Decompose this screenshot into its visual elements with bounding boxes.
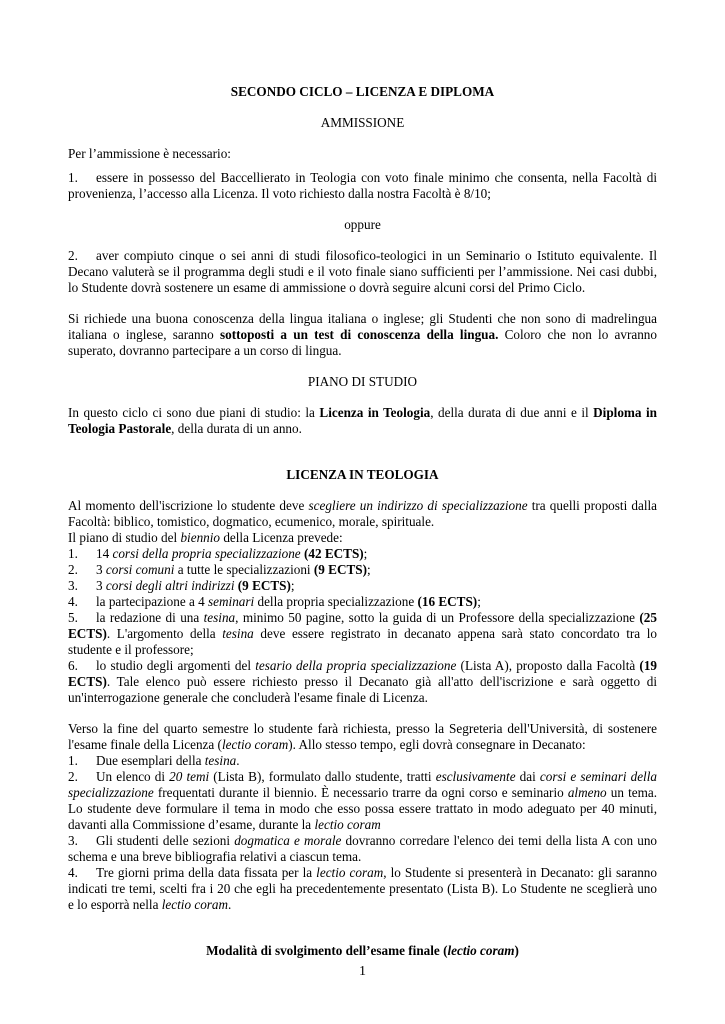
ammissione-item-2 — [68, 248, 657, 296]
licenza-item-2 — [68, 562, 657, 578]
page-number: 1 — [359, 964, 366, 979]
text-run: Modalità di svolgimento dell’esame finale ( — [206, 943, 448, 958]
text-run: . — [228, 897, 232, 912]
text-run: Al momento dell'iscrizione lo studente deve — [68, 498, 309, 513]
text-run: 3 — [96, 578, 106, 593]
italic-run: seminari — [208, 594, 255, 609]
italic-run: lectio coram — [161, 897, 229, 912]
ammissione-intro: Per l’ammissione è necessario: — [68, 146, 231, 161]
piano-paragraph — [68, 405, 657, 437]
text-run: ). Allo stesso tempo, egli dovrà consegnare in Decanato: — [288, 737, 586, 752]
text-run: (Lista A), proposto dalla Facoltà — [456, 658, 640, 673]
text-run: , della durata di un anno. — [171, 421, 302, 436]
licenza-title: LICENZA IN TEOLOGIA — [286, 467, 439, 482]
item-number: 2. — [68, 769, 78, 784]
text-run: 14 — [96, 546, 113, 561]
text-run: Gli studenti delle sezioni — [96, 833, 235, 848]
text-run: . Tale elenco può essere richiesto presso il Decanato già all'atto dell'iscrizione e sarà oggetto di un'interrogazione generale che concluderà l'esame finale di Licenza. — [68, 674, 657, 705]
item-number: 3. — [68, 578, 78, 593]
verso-item-1 — [68, 753, 657, 769]
item-number: 1. — [68, 546, 78, 561]
bold-run: Licenza in Teologia — [319, 405, 431, 420]
item-number: 4. — [68, 594, 78, 609]
italic-run: 20 temi — [169, 769, 210, 784]
italic-run: biennio — [180, 530, 221, 545]
text-run: deve essere registrato in decanato appena sarà stato concordato tra lo studente e il professore; — [68, 626, 657, 657]
text-run: Il piano di studio del — [68, 530, 181, 545]
text-run: la redazione di una — [96, 610, 204, 625]
text-run: ; — [367, 562, 371, 577]
italic-run: corsi e seminari della specializzazione — [68, 769, 657, 800]
item-number: 1. — [68, 753, 78, 768]
item-number: 3. — [68, 833, 78, 848]
italic-run: lectio coram — [221, 737, 289, 752]
italic-run: tesina — [204, 753, 237, 768]
item-number: 6. — [68, 658, 78, 673]
item-number: 2. — [68, 248, 78, 263]
item-number: 5. — [68, 610, 78, 625]
licenza-item-4 — [68, 594, 657, 610]
italic-run: lectio coram — [316, 865, 384, 880]
text-run: tra quelli proposti dalla Facoltà: biblico, tomistico, dogmatico, ecumenico, morale, spirituale. — [68, 498, 658, 529]
verso-item-3 — [68, 833, 657, 865]
item-number: 2. — [68, 562, 78, 577]
bold-run: (9 ECTS) — [237, 578, 291, 593]
text-run: ; — [363, 546, 368, 561]
text-run: . L'argomento della — [106, 626, 223, 641]
licenza-item-5 — [68, 610, 657, 658]
verso-item-4 — [68, 865, 657, 913]
bold-run: (19 ECTS) — [68, 658, 658, 689]
text-run: la partecipazione a 4 — [96, 594, 209, 609]
italic-run: tesario della propria specializzazione — [255, 658, 457, 673]
text-run: (Lista B), formulato dallo studente, tratti — [209, 769, 436, 784]
italic-run: scegliere un indirizzo di specializzazione — [308, 498, 528, 513]
licenza-piano — [68, 530, 657, 546]
text-run: Un elenco di — [96, 769, 170, 784]
ammissione-item-1 — [68, 170, 657, 202]
text-run: a tutte le specializzazioni — [174, 562, 314, 577]
bold-run: (42 ECTS) — [303, 546, 364, 561]
item-text: aver compiuto cinque o sei anni di studi filosofico-teologici in un Seminario o Istituto equivalente. Il Decano valuterà se il programma degli studi e il voto finale siano sufficienti per l’ammissione. Nei casi dubbi, lo Studente dovrà sostenere un esame di ammissione o dovrà seguire alcuni corsi del Primo Ciclo. — [68, 248, 657, 295]
text-run: 3 — [96, 562, 106, 577]
piano-title: PIANO DI STUDIO — [307, 374, 418, 389]
text-run: In questo ciclo ci sono due piani di studio: la — [68, 405, 320, 420]
bold-run: Diploma in Teologia Pastorale — [68, 405, 657, 436]
bold-run: (16 ECTS) — [417, 594, 478, 609]
text-run: della propria specializzazione — [254, 594, 418, 609]
oppure-label: oppure — [344, 217, 381, 232]
ammissione-title: AMMISSIONE — [320, 115, 405, 130]
italic-run: almeno — [567, 785, 607, 800]
bold-run: (9 ECTS) — [313, 562, 368, 577]
item-number: 1. — [68, 170, 78, 185]
italic-run: corsi della propria specializzazione — [112, 546, 301, 561]
text-run: della Licenza prevede: — [220, 530, 343, 545]
text-run: Si richiede una buona conoscenza della lingua italiana o inglese; gli Studenti che non sono di madrelingua italiana o inglese, saranno — [68, 311, 657, 342]
text-run: ) — [514, 943, 519, 958]
text-run: frequentati durante il biennio. È necessario trarre da ogni corso e seminario — [153, 785, 568, 800]
modalita-title — [68, 943, 657, 959]
italic-run: dogmatica e morale — [234, 833, 342, 848]
licenza-item-1 — [68, 546, 657, 562]
italic-run: lectio coram — [447, 943, 515, 958]
text-run: Due esemplari della — [96, 753, 205, 768]
text-run: , della durata di due anni e il — [430, 405, 594, 420]
section-heading: SECONDO CICLO – LICENZA E DIPLOMA — [230, 84, 495, 99]
text-run: , lo Studente si presenterà in Decanato: gli saranno indicati tre temi, scelti fra i 20 che egli ha precedentemente presentato (Lista B). Lo Studente ne sceglierà uno e lo esporrà nella — [68, 865, 657, 912]
text-run: Coloro che non lo avranno superato, dovranno partecipare a un corso di lingua. — [68, 327, 657, 358]
item-text: essere in possesso del Baccellierato in Teologia con voto finale minimo che consenta, nella Facoltà di provenienza, l’accesso alla Licenza. Il voto richiesto dalla nostra Facoltà è 8/10; — [68, 170, 657, 201]
italic-run: tesina — [203, 610, 236, 625]
verso-paragraph — [68, 721, 657, 753]
italic-run: corsi comuni — [105, 562, 175, 577]
document-page — [68, 84, 657, 959]
text-run: . — [236, 753, 240, 768]
text-run: Verso la fine del quarto semestre lo studente farà richiesta, presso la Segreteria dell'Università, di sostenere l'esame finale della Licenza ( — [68, 721, 657, 752]
italic-run: corsi degli altri indirizzi — [105, 578, 235, 593]
text-run: Tre giorni prima della data fissata per la — [96, 865, 317, 880]
licenza-intro — [68, 498, 657, 530]
lingua-paragraph — [68, 311, 657, 359]
italic-run: lectio coram — [314, 817, 381, 832]
item-number: 4. — [68, 865, 78, 880]
verso-item-2 — [68, 769, 657, 833]
licenza-item-3 — [68, 578, 657, 594]
italic-run: esclusivamente — [435, 769, 516, 784]
bold-run: sottoposti a un test di conoscenza della lingua. — [219, 327, 499, 342]
text-run: ; — [290, 578, 295, 593]
text-run: dovranno corredare l'elenco dei temi della lista A con uno schema e una breve bibliografia relativi a ciascun tema. — [68, 833, 658, 864]
text-run: dai — [515, 769, 540, 784]
text-run: un tema. Lo studente deve formulare il tema in modo che esso possa essere trattato in modo adeguato per 40 minuti, davanti alla Commissione d’esame, durante la — [68, 785, 657, 832]
licenza-item-6 — [68, 658, 657, 706]
text-run: , minimo 50 pagine, sotto la guida di un Professore della specializzazione — [235, 610, 640, 625]
italic-run: tesina — [222, 626, 254, 641]
bold-run: (25 ECTS) — [68, 610, 657, 641]
text-run: lo studio degli argomenti del — [96, 658, 256, 673]
text-run: ; — [477, 594, 481, 609]
